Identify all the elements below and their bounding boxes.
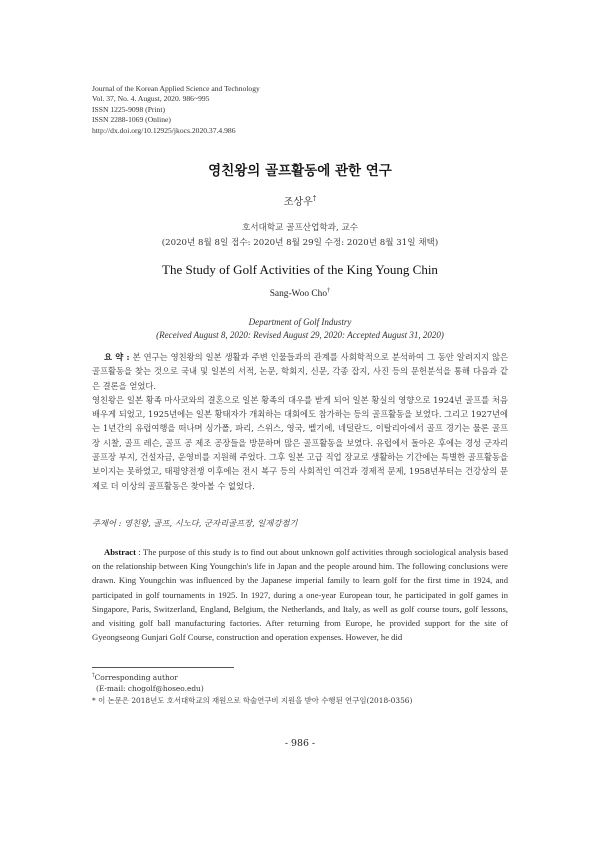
abstract-korean-p1-text: 본 연구는 영친왕의 일본 생활과 주변 인물들과의 관계를 사회학적으로 분석하여 그 동안 알려지지 않은 골프활동을 찾는 것으로 국내 및 일본의 서적, 논문, 학회지, 신문, 각종 잡지, 사진 등의 문헌분석을 통해 다음과 같은 결론을 얻었다. <box>92 352 509 391</box>
title-english: The Study of Golf Activities of the King Young Chin <box>162 262 438 277</box>
doi-link[interactable]: http://dx.doi.org/10.12925/jkocs.2020.37.4.986 <box>92 125 236 135</box>
footnote-corresponding <box>92 672 412 683</box>
abstract-korean-p2: 영친왕은 일본 황족 마사코와의 결혼으로 일본 황족의 대우를 받게 되어 일본 황실의 영향으로 1924년 골프를 처음 배우게 되었고, 1925년에는 일본 황태자가 개최하는 대회에도 참가하는 등의 골프활동을 보였다. 그리고 1927년에는 1년간의 유럽여행을 떠나며 싱가폴, 파리, 스위스, 영국, 벨기에, 네덜란드, 이탈리아에서 골프 경기는 물론 골프장 시찰, 골프 레슨, 골프 공 제조 공장들을 방문하며 많은 골프활동을 보였다. 유럽에서 돌아온 후에는 경성 군자리골프장 부지, 건설자금, 운영비를 지원해 주었다. 그후 일본 고급 직업 장교로 생활하는 기간에는 특별한 골프활동을 보이지는 못하였고, 태평양전쟁 이후에는 전시 복구 등의 사회적인 여건과 경제적 문제, 1958년부터는 건강상의 문제로 더 이상의 골프활동은 찾아볼 수 없었다. <box>92 394 508 491</box>
corresponding-mark: † <box>312 194 317 203</box>
issn-online: ISSN 2288-1069 (Online) <box>92 115 171 125</box>
author-korean <box>0 193 600 208</box>
footnote-email: (E-mail: chogolf@hoseo.edu) <box>96 684 204 694</box>
dagger-mark: † <box>92 672 95 679</box>
abstract-korean-p1 <box>92 350 508 393</box>
keywords-korean: 주제어 : 영친왕, 골프, 시노다, 군자리골프장, 일제강점기 <box>92 518 298 528</box>
abstract-english-text: : The purpose of this study is to find out about unknown golf activities through sociological analysis based on the relationship between King Youngchin's life in Japan and the people around him. The following conclusions were drawn. King Youngchin was influenced by the Japanese imperial family to learn golf for the first time in 1924, and participated in golf tournaments in 1925. In 1927, during a one-year European tour, he participated in golf games in Singapore, Paris, Switzerland, England, Belgium, the Netherlands, and Italy, as well as golf course tours, golf lessons, and visiting golf ball manufacturing factories. After returning from Europe, he provided support for the site of Gyeongseong Gunjari Golf Course, construction and operation expenses. However, he did <box>92 547 508 643</box>
journal-info <box>92 84 260 136</box>
abstract-english-label: Abstract <box>104 547 136 557</box>
title-korean: 영친왕의 골프활동에 관한 연구 <box>208 163 392 179</box>
dates-english: (Received August 8, 2020: Revised August 29, 2020: Accepted August 31, 2020) <box>156 330 444 340</box>
page-number: - 986 - <box>284 738 316 749</box>
funding-text: 이 논문은 2018년도 호서대학교의 재원으로 학술연구비 지원을 받아 수행된 연구임(2018-0356) <box>98 695 413 705</box>
journal-volume: Vol. 37, No. 4. August, 2020. 986~995 <box>92 94 210 104</box>
corresponding-mark-en: † <box>327 286 331 294</box>
affiliation-english: Department of Golf Industry <box>248 317 352 327</box>
funding-mark: * <box>92 695 96 705</box>
corresponding-label: Corresponding author <box>94 673 178 682</box>
footnotes <box>92 672 412 706</box>
journal-name: Journal of the Korean Applied Science and Technology <box>92 84 260 93</box>
abstract-english-p <box>92 545 508 644</box>
abstract-english <box>92 545 508 644</box>
abstract-korean <box>92 350 508 493</box>
issn-print: ISSN 1225-9098 (Print) <box>92 104 165 114</box>
affiliation-korean: 호서대학교 골프산업학과, 교수 <box>241 223 359 233</box>
abstract-korean-label: 요 약 : <box>104 352 130 362</box>
footnote-divider <box>92 667 234 668</box>
dates-korean: (2020년 8월 8일 접수: 2020년 8월 29일 수정: 2020년 8월 31일 채택) <box>161 238 439 248</box>
author-english <box>0 286 600 299</box>
author-english-name: Sang-Woo Cho <box>269 289 328 299</box>
footnote-funding <box>92 695 412 706</box>
author-korean-name: 조상우 <box>283 197 313 208</box>
